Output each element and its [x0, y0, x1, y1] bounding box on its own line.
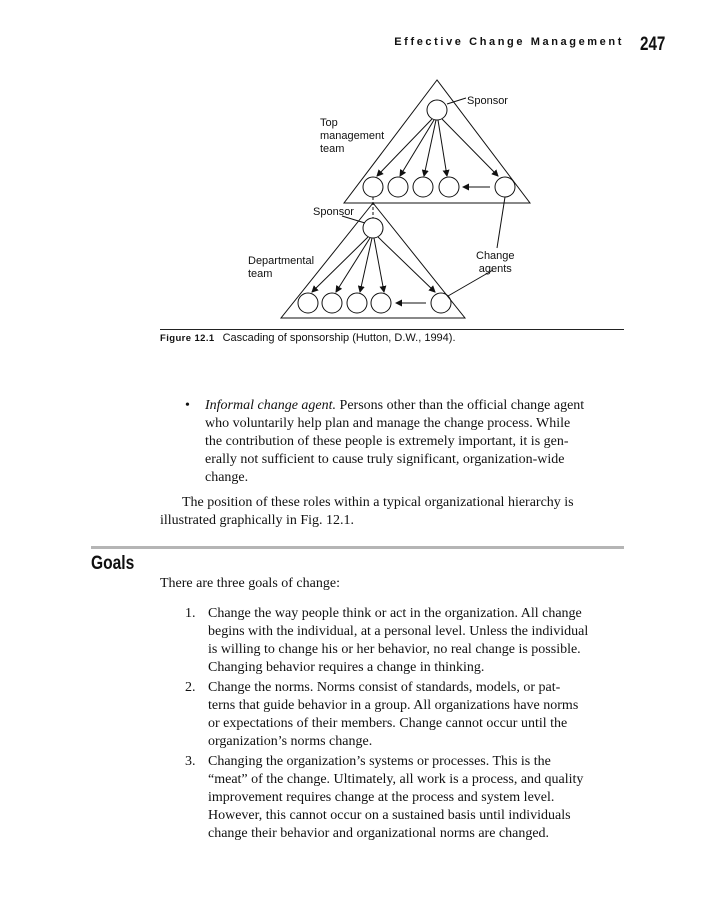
bullet-line: Informal change agent. Persons other than the official change agent: [205, 398, 585, 413]
leader-line: [497, 197, 505, 248]
mid-sponsor-arrow: [360, 238, 372, 292]
running-head: [380, 36, 624, 48]
mid-sponsor-node: [363, 218, 383, 238]
section-title: Goals: [91, 553, 135, 574]
item-number: 2.: [185, 680, 196, 695]
item-line: begins with the individual, at a personal level. Unless the individual: [208, 624, 589, 639]
top-sponsor-arrow: [377, 119, 432, 176]
bullet-line: change.: [205, 470, 249, 485]
top-sponsor-arrow: [442, 119, 498, 176]
paragraph-line: The position of these roles within a typical organizational hierarchy is: [182, 495, 574, 510]
bullet-line: who voluntarily help plan and manage the change process. While: [205, 416, 571, 431]
item-line: or expectations of their members. Change cannot occur until the: [208, 716, 568, 731]
bullet-term: Informal change agent.: [205, 398, 337, 413]
top-team-node: [363, 177, 383, 197]
figure-caption-rule: [160, 329, 624, 330]
top-sponsor-node: [427, 100, 447, 120]
top-team-node: [388, 177, 408, 197]
item-line: Changing the organization’s systems or processes. This is the: [208, 754, 551, 769]
list-item: [185, 605, 625, 677]
sponsorship-diagram: [160, 78, 624, 333]
item-line: terns that guide behavior in a group. All organizations have norms: [208, 698, 579, 713]
item-line: change their behavior and organizational norms are changed.: [208, 826, 550, 841]
list-item: [185, 753, 625, 843]
top-sponsor-arrow: [438, 120, 447, 176]
dept-team-node: [347, 293, 367, 313]
figure-cascading-sponsorship: [160, 78, 624, 333]
item-line: Changing behavior requires a change in thinking.: [208, 660, 485, 675]
label-change-agents: Change agents: [476, 250, 515, 275]
item-line: is willing to change his or her behavior, no real change is possible.: [208, 642, 581, 657]
section-rule: [91, 546, 624, 549]
top-team-node: [413, 177, 433, 197]
label-departmental-team: Departmental team: [248, 255, 315, 280]
mid-sponsor-arrow: [312, 237, 368, 292]
label-sponsor-top: Sponsor: [467, 95, 508, 107]
body-paragraph: [160, 494, 624, 530]
label-sponsor-mid: Sponsor: [313, 206, 354, 218]
caption-label: Figure 12.1: [160, 333, 215, 344]
paragraph-line: illustrated graphically in Fig. 12.1.: [160, 513, 355, 528]
figure-caption: [160, 332, 456, 344]
section-intro: [160, 575, 624, 593]
list-item: [185, 679, 625, 751]
item-line: organization’s norms change.: [208, 734, 373, 749]
item-number: 1.: [185, 606, 196, 621]
caption-text: Cascading of sponsorship (Hutton, D.W., 1994).: [222, 332, 456, 344]
top-change-agent-node: [495, 177, 515, 197]
item-line: improvement requires change at the process and system level.: [208, 790, 555, 805]
bullet-line: the contribution of these people is extremely important, it is gen-: [205, 434, 569, 449]
running-title: Effective Change Management: [394, 36, 624, 49]
top-team-node: [439, 177, 459, 197]
item-line: Change the way people think or act in the organization. All change: [208, 606, 582, 621]
dept-team-node: [371, 293, 391, 313]
mid-sponsor-arrow: [336, 238, 370, 292]
bullet-marker: •: [185, 398, 190, 413]
page-number: 247: [640, 34, 666, 55]
item-number: 3.: [185, 754, 196, 769]
item-line: “meat” of the change. Ultimately, all work is a process, and quality: [208, 772, 584, 787]
mid-sponsor-arrow: [374, 238, 384, 292]
bullet-line: erally not sufficient to cause truly significant, organization-wide: [205, 452, 565, 467]
top-sponsor-arrow: [424, 120, 436, 176]
item-line: Change the norms. Norms consist of standards, models, or pat-: [208, 680, 561, 695]
label-top-management-team: Top management team: [320, 117, 385, 155]
leader-line: [447, 98, 466, 104]
item-line: However, this cannot occur on a sustained basis until individuals: [208, 808, 571, 823]
dept-team-node: [298, 293, 318, 313]
top-sponsor-arrow: [400, 120, 434, 176]
dept-team-node: [322, 293, 342, 313]
intro-text: There are three goals of change:: [160, 576, 340, 591]
goals-list: [185, 605, 625, 845]
